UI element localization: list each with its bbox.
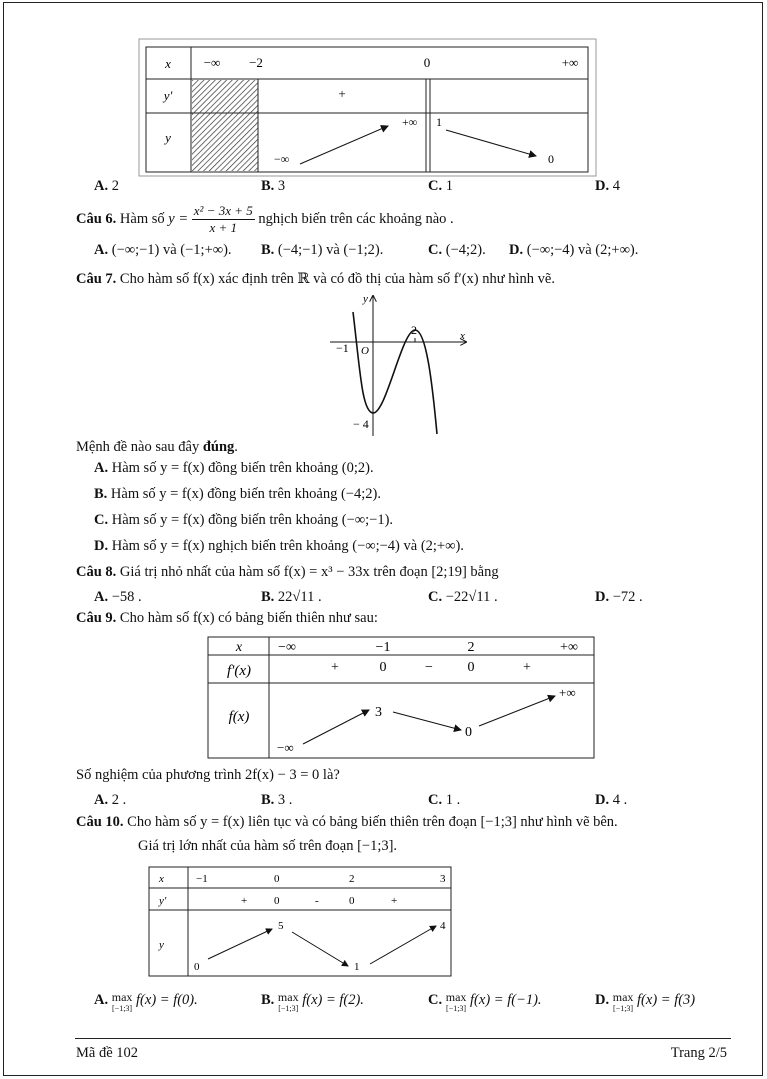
answer-text: 1 .: [445, 792, 461, 808]
max-word: max: [445, 990, 467, 1004]
q9-f-val: +∞: [559, 685, 576, 700]
answer-letter: A.: [94, 242, 109, 258]
max-word: max: [277, 990, 299, 1004]
q9-f-val: 0: [465, 725, 472, 740]
q9-fp-val: +: [331, 660, 339, 675]
q10-y-val: 5: [278, 920, 284, 932]
q5-arrow-up: [300, 126, 388, 164]
q6-numerator: x² − 3x + 5: [193, 203, 253, 218]
q7-prompt-bold: đúng: [202, 439, 235, 455]
q9-x-val: 2: [467, 640, 475, 655]
q10-answer-a[interactable]: [94, 992, 198, 1014]
q5-y-val: 0: [548, 152, 554, 166]
answer-text: (−4;2).: [445, 242, 486, 258]
answer-letter: B.: [261, 992, 275, 1008]
q9-fp-val: 0: [379, 660, 387, 675]
q5-y-val: −∞: [274, 152, 290, 166]
q7-minus1-label: −1: [336, 341, 349, 355]
q9-row-fp: f′(x): [226, 663, 252, 679]
q8-answer-a[interactable]: [94, 589, 142, 606]
q5-answer-d[interactable]: [595, 178, 620, 195]
q5-y-val: 1: [436, 115, 442, 129]
q10-yp-val: +: [391, 895, 398, 907]
q7-prompt-post: .: [234, 439, 238, 455]
q10-answer-d[interactable]: [595, 992, 695, 1014]
q7-text: Cho hàm số f(x) xác định trên ℝ và có đồ thị của hàm số f′(x) như hình vẽ.: [119, 271, 555, 287]
q10-row-y: y: [159, 939, 164, 951]
q7-answer-a[interactable]: [94, 460, 374, 477]
q9-equation-question: Số nghiệm của phương trình 2f(x) − 3 = 0 là?: [76, 767, 340, 783]
question-label: Câu 10.: [76, 814, 124, 830]
q9-variation-table: [207, 636, 597, 760]
q10-row-yp: y′: [159, 895, 167, 907]
q9-answer-b[interactable]: [261, 792, 292, 809]
answer-text: 3: [277, 178, 286, 194]
footer-exam-code: Mã đề 102: [76, 1045, 139, 1061]
q9-x-val: −∞: [278, 640, 296, 655]
answer-letter: D.: [595, 178, 610, 194]
answer-letter: C.: [428, 242, 443, 258]
q6-y-eq: y =: [168, 210, 189, 227]
q10-x-val: −1: [196, 873, 208, 885]
max-word: max: [111, 990, 133, 1004]
q8-answer-d[interactable]: [595, 589, 643, 606]
q9-fp-val: +: [523, 660, 531, 675]
q5-arrow-down: [446, 130, 536, 156]
answer-text: 4 .: [612, 792, 628, 808]
q10-row-x: x: [159, 873, 164, 885]
q6-fraction: [192, 203, 255, 236]
max-interval: [−1;3]: [278, 1004, 299, 1013]
q9-x-val: +∞: [560, 640, 578, 655]
question-label: Câu 9.: [76, 610, 117, 626]
q9-row-x: x: [235, 640, 243, 655]
q7-x-axis-label: x: [460, 330, 465, 342]
q5-row-y: y: [165, 130, 171, 145]
q7-derivative-graph: [326, 290, 476, 438]
q9-question: [76, 610, 378, 627]
footer-page-number: Trang 2/5: [670, 1045, 727, 1061]
answer-text: 2 .: [111, 792, 127, 808]
answer-text: (−4;−1) và (−1;2).: [277, 242, 384, 258]
q7-two-label: 2: [411, 323, 417, 337]
q7-curve: [353, 312, 437, 434]
q9-arrow-up-1: [303, 710, 369, 744]
q6-question: [76, 203, 454, 236]
q9-fp-val: 0: [467, 660, 475, 675]
answer-text: 2: [111, 178, 119, 194]
q8-text: Giá trị nhỏ nhất của hàm số f(x) = x³ − 33x trên đoạn [2;19] bằng: [119, 564, 499, 580]
question-label: Câu 6.: [76, 210, 117, 227]
q5-answer-a[interactable]: [94, 178, 119, 195]
answer-text: f(x) = f(2).: [302, 992, 364, 1008]
q10-y-val: 0: [194, 961, 200, 973]
q7-minus4-label: − 4: [353, 417, 369, 431]
max-word: max: [612, 990, 634, 1004]
q5-row-x: x: [165, 56, 171, 71]
answer-letter: B.: [261, 589, 275, 605]
q9-text: Cho hàm số f(x) có bảng biến thiên như sau:: [119, 610, 378, 626]
q7-answer-b[interactable]: [94, 486, 381, 503]
answer-letter: A.: [94, 178, 109, 194]
q10-yp-val: -: [315, 895, 319, 907]
answer-letter: A.: [94, 992, 109, 1008]
q10-variation-table: [148, 866, 453, 978]
answer-letter: B.: [261, 178, 275, 194]
q5-variation-table: [138, 38, 598, 178]
answer-letter: A.: [94, 792, 109, 808]
q6-post: nghịch biến trên các khoảng nào .: [258, 210, 454, 227]
q9-x-val: −1: [375, 640, 391, 655]
q6-answer-a[interactable]: [94, 242, 232, 259]
q10-arrow-down: [292, 932, 348, 966]
answer-letter: D.: [509, 242, 524, 258]
q9-fp-val: −: [425, 660, 433, 675]
max-notation: [613, 992, 634, 1014]
answer-letter: C.: [428, 178, 443, 194]
q6-pre: Hàm số: [119, 210, 165, 227]
q7-answer-c[interactable]: [94, 512, 393, 529]
q8-answer-b[interactable]: [261, 589, 322, 606]
q7-answer-d[interactable]: [94, 538, 464, 555]
q9-f-val: −∞: [277, 740, 294, 755]
q10-x-val: 2: [349, 873, 355, 885]
answer-letter: C.: [428, 792, 443, 808]
max-interval: [−1;3]: [112, 1004, 133, 1013]
answer-letter: D.: [595, 792, 610, 808]
answer-letter: C.: [94, 512, 109, 528]
q5-row-yp: y′: [163, 88, 173, 103]
q9-arrow-down: [393, 712, 461, 730]
q10-yp-val: 0: [274, 895, 280, 907]
answer-text: Hàm số y = f(x) đồng biến trên khoảng (−4;2).: [110, 486, 381, 502]
q7-prompt: [76, 439, 238, 456]
q6-answer-c[interactable]: [428, 242, 486, 259]
q9-row-f: f(x): [228, 709, 250, 725]
q10-arrow-up-1: [208, 929, 272, 959]
answer-text: 3 .: [277, 792, 293, 808]
q5-x-val: −2: [249, 55, 263, 70]
q7-y-axis-label: y: [363, 293, 368, 305]
max-notation: [278, 992, 299, 1014]
q10-text1: Cho hàm số y = f(x) liên tục và có bảng biến thiên trên đoạn [−1;3] như hình vẽ bên.: [127, 814, 618, 830]
max-notation: [112, 992, 133, 1014]
q10-answer-c[interactable]: [428, 992, 542, 1014]
q5-answer-c[interactable]: [428, 178, 453, 195]
q5-x-val: +∞: [561, 55, 579, 70]
q10-x-val: 3: [440, 873, 446, 885]
q7-question: [76, 271, 555, 288]
answer-letter: B.: [94, 486, 108, 502]
q9-answer-a[interactable]: [94, 792, 126, 809]
max-interval: [−1;3]: [613, 1004, 634, 1013]
q10-y-val: 4: [440, 920, 446, 932]
q9-answer-d[interactable]: [595, 792, 627, 809]
q10-question: [76, 814, 618, 831]
q5-y-val: +∞: [402, 115, 418, 129]
max-interval: [−1;3]: [446, 1004, 467, 1013]
answer-letter: D.: [595, 992, 610, 1008]
q6-answer-b[interactable]: [261, 242, 383, 259]
answer-letter: C.: [428, 992, 443, 1008]
q9-f-val: 3: [375, 705, 382, 720]
q7-origin-label: O: [361, 345, 369, 357]
answer-text: (−∞;−4) và (2;+∞).: [526, 242, 639, 258]
answer-text: −72 .: [612, 589, 643, 605]
answer-text: 22√11 .: [277, 589, 322, 605]
answer-text: f(x) = f(−1).: [470, 992, 542, 1008]
answer-text: −22√11 .: [445, 589, 498, 605]
answer-text: (−∞;−1) và (−1;+∞).: [111, 242, 232, 258]
answer-text: f(x) = f(0).: [136, 992, 198, 1008]
q5-sign: +: [338, 86, 346, 101]
answer-letter: A.: [94, 589, 109, 605]
question-label: Câu 7.: [76, 271, 117, 287]
answer-text: f(x) = f(3): [637, 992, 696, 1008]
answer-text: Hàm số y = f(x) nghịch biến trên khoảng (−∞;−4) và (2;+∞).: [111, 538, 464, 554]
q10-yp-val: +: [241, 895, 248, 907]
q5-x-val: 0: [423, 55, 431, 70]
q6-denominator: x + 1: [209, 220, 238, 235]
answer-letter: A.: [94, 460, 109, 476]
footer-divider: [75, 1038, 731, 1039]
answer-letter: B.: [261, 242, 275, 258]
q10-text2: Giá trị lớn nhất của hàm số trên đoạn [−1;3].: [138, 838, 398, 854]
q9-answer-c[interactable]: [428, 792, 460, 809]
q8-question: [76, 564, 499, 581]
answer-text: −58 .: [111, 589, 142, 605]
answer-text: 4: [612, 178, 620, 194]
q9-arrow-up-2: [479, 696, 555, 726]
question-label: Câu 8.: [76, 564, 117, 580]
answer-text: 1: [445, 178, 453, 194]
answer-letter: D.: [595, 589, 610, 605]
q8-answer-c[interactable]: [428, 589, 498, 606]
answer-text: Hàm số y = f(x) đồng biến trên khoảng (0;2).: [111, 460, 374, 476]
q10-y-val: 1: [354, 961, 360, 973]
q10-x-val: 0: [274, 873, 280, 885]
answer-letter: D.: [94, 538, 109, 554]
q10-answer-b[interactable]: [261, 992, 364, 1014]
max-notation: [446, 992, 467, 1014]
answer-text: Hàm số y = f(x) đồng biến trên khoảng (−∞;−1).: [111, 512, 394, 528]
q5-x-val: −∞: [203, 55, 221, 70]
q5-answer-b[interactable]: [261, 178, 285, 195]
q7-prompt-pre: Mệnh đề nào sau đây: [76, 439, 203, 455]
q6-answer-d[interactable]: [509, 242, 638, 259]
answer-letter: B.: [261, 792, 275, 808]
q10-yp-val: 0: [349, 895, 355, 907]
answer-letter: C.: [428, 589, 443, 605]
q10-arrow-up-2: [370, 926, 436, 964]
